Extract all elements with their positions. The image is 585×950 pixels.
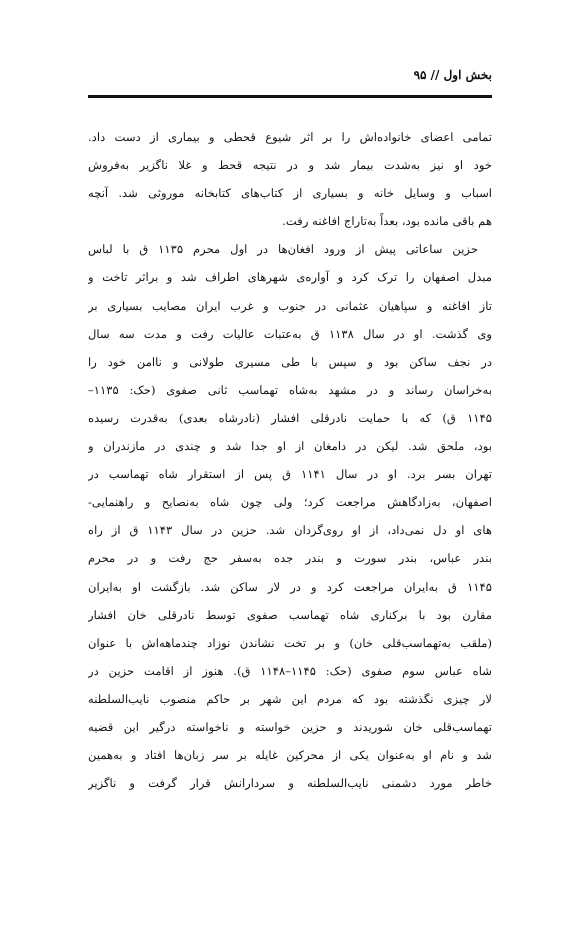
text-line: تهماسب‌قلی خان شوریدند و حزین خواسته و ناخواسته درگیر این قضیه — [88, 719, 492, 734]
text-line: تمامی اعضای خانواده‌اش را بر اثر شیوع قحطی و بیماری از دست داد. — [88, 130, 492, 144]
text-line: اسباب و وسایل خانه و بسیاری از کتاب‌های کتابخانه موروثی شد. آنچه — [88, 186, 492, 201]
text-line: حزین ساعاتی پیش از ورود افغان‌ها در اول محرم ۱۱۳۵ ق با لباس — [88, 242, 478, 257]
header-rule — [88, 95, 492, 98]
text-line: (ملقب به‌تهماسب‌قلی خان) و بر تخت نشاندن نوزاد چندماهه‌اش با عنوان — [88, 635, 492, 650]
text-line: های او دل نمی‌داد، از او روی‌گردان شد. حزین در سال ۱۱۴۳ ق از راه — [88, 523, 492, 538]
text-line: ۱۱۴۵ ق) که با حمایت نادرقلی افشار (نادرشاه بعدی) به‌قدرت رسیده — [88, 410, 492, 425]
text-line: بود، ملحق شد. لیکن در دامغان از او جدا شد و چندی در مازندران و — [88, 439, 492, 454]
text-line: در نجف ساکن بود و سپس با طی مسیری طولانی و ناامن خود را — [88, 354, 492, 369]
text-line: تهران بسر برد. او در سال ۱۱۴۱ ق پس از استقرار شاه تهماسب در — [88, 467, 492, 482]
text-line: خاطر مورد دشمنی نایب‌السلطنه و سردارانش قرار گرفت و ناگزیر — [88, 776, 492, 791]
text-line: هم باقی مانده بود، بعداً به‌تاراج افاغنه رفت. — [282, 214, 492, 229]
text-line: شد و نام او به‌عنوان یکی از محرکین غایله بر سر زبان‌ها افتاد و به‌همین — [88, 748, 492, 763]
text-line: وی گذشت. او در سال ۱۱۳۸ ق به‌عتبات عالیات رفت و مدت سه سال — [88, 326, 492, 341]
text-line: مبدل اصفهان را ترک کرد و آواره‌ی شهرهای اطراف شد و براثر تاخت و — [88, 270, 492, 285]
text-line: ۱۱۴۵ ق به‌ایران مراجعت کرد و در لار ساکن شد. بازگشت او به‌ایران — [88, 579, 492, 594]
text-line: لار چیزی نگذشته بود که مردم این شهر بر حاکم منصوب نایب‌السلطنه — [88, 691, 492, 706]
text-line: تاز افاغنه و سپاهیان عثمانی در جنوب و غرب ایران مصایب بسیاری بر — [88, 298, 492, 313]
body-text — [88, 123, 492, 797]
text-line: مقارن بود با برکناری شاه تهماسب صفوی توسط نادرقلی خان افشار — [88, 607, 492, 622]
text-line: شاه عباس سوم صفوی (حک: ۱۱۴۵–۱۱۴۸ ق). هنوز از اقامت حزین در — [88, 663, 492, 678]
text-line: به‌خراسان رساند و در مشهد به‌شاه تهماسب ثانی صفوی (حک: ۱۱۳۵– — [88, 382, 492, 397]
text-line: بندر عباس، بندر سورت و بندر جده به‌سفر حج رفت و در محرم — [88, 551, 492, 566]
text-line: اصفهان، به‌زادگاهش مراجعت کرد؛ ولی چون شاه به‌نصایح و راهنمایی- — [88, 495, 492, 510]
running-header: بخش اول // ۹۵ — [413, 68, 492, 82]
text-line: خود او نیز به‌شدت بیمار شد و در نتیجه قحط و غلا ناگزیر به‌فروش — [88, 158, 492, 173]
